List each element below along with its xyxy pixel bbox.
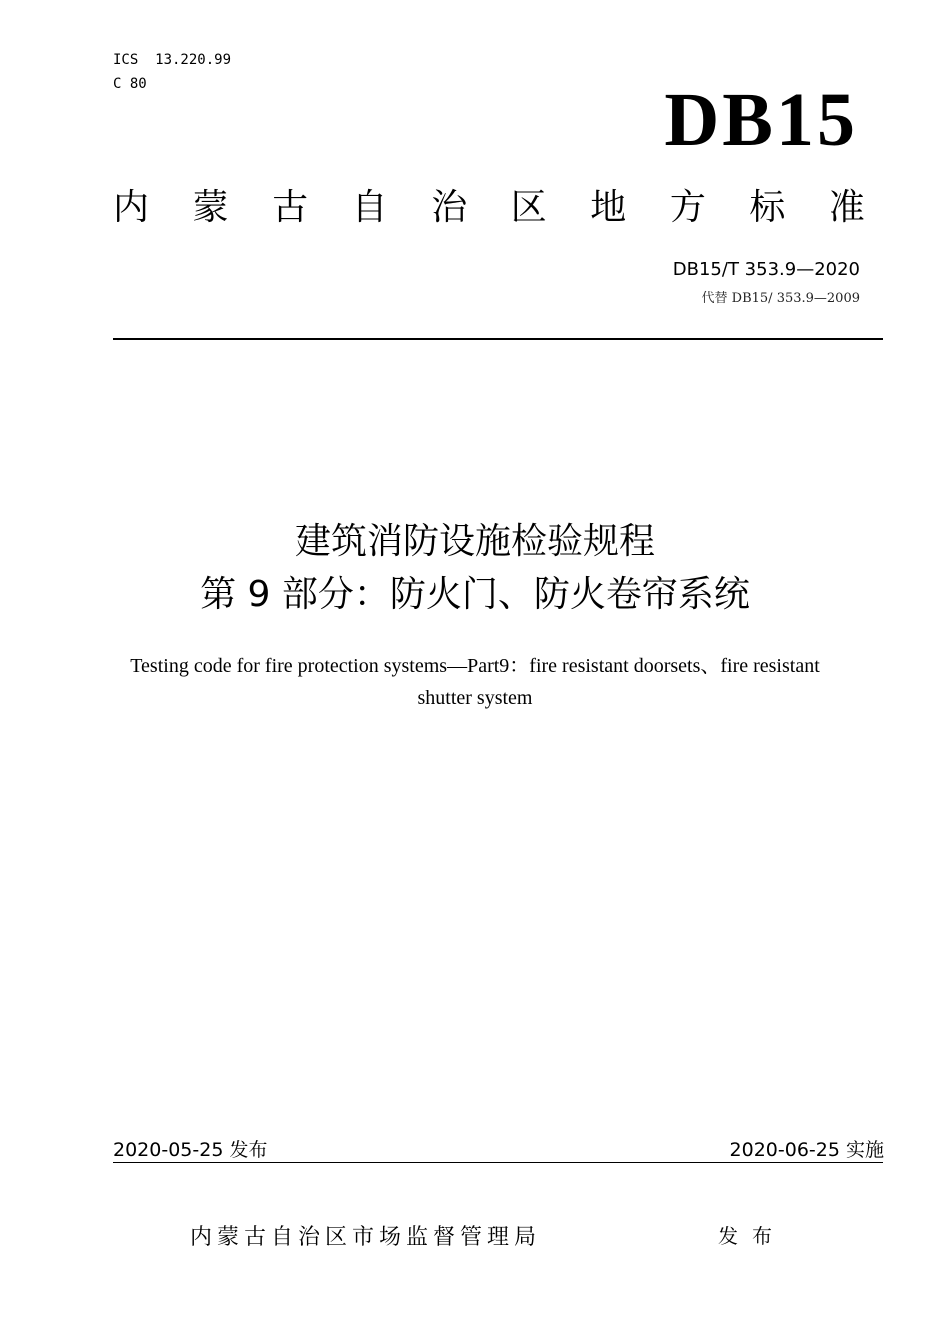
standard-type-char: 地 <box>590 187 627 228</box>
publish-date: 2020-05-25 发布 <box>113 1139 268 1161</box>
issue-label: 发布 <box>718 1224 786 1248</box>
standard-type-char: 古 <box>272 187 309 228</box>
standard-type <box>113 184 865 232</box>
issuing-authority: 内蒙古自治区市场监督管理局 <box>190 1225 542 1250</box>
implement-date: 2020-06-25 实施 <box>729 1139 884 1161</box>
standard-type-char: 治 <box>431 187 468 228</box>
standard-type-char: 准 <box>828 187 865 228</box>
ccs-code: C 80 <box>113 76 147 92</box>
title-cn-line1: 建筑消防设施检验规程 <box>294 521 655 562</box>
standard-type-char: 标 <box>749 187 786 228</box>
ics-code: ICS 13.220.99 <box>113 52 232 68</box>
standard-type-char: 区 <box>510 187 547 228</box>
header-divider <box>113 338 883 340</box>
standard-type-char: 蒙 <box>192 187 229 228</box>
standard-type-char: 方 <box>669 187 706 228</box>
standard-type-char: 内 <box>113 187 150 228</box>
title-cn-line2: 第 9 部分：防火门、防火卷帘系统 <box>200 574 750 615</box>
standard-logo: DB15 <box>664 78 858 162</box>
replaces-note: 代替 DB15/ 353.9—2009 <box>701 291 860 306</box>
standard-type-char: 自 <box>351 187 388 228</box>
footer-divider <box>113 1162 883 1163</box>
title-en: Testing code for fire protection systems—Part9：fire resistant doorsets、fire resistant shutter system <box>130 655 820 709</box>
standard-number: DB15/T 353.9—2020 <box>672 259 860 280</box>
